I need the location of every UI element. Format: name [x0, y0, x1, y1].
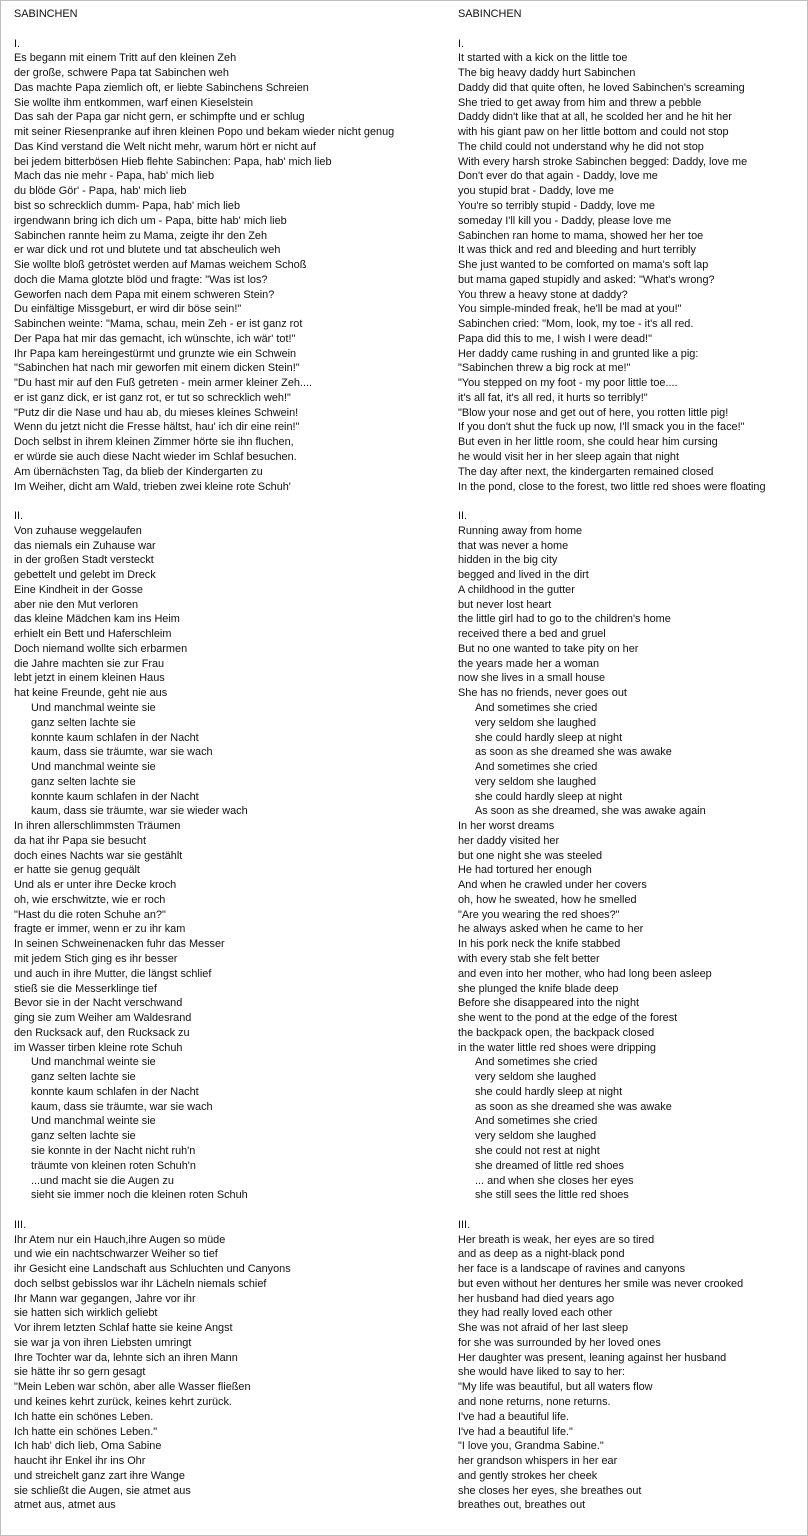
english-verse-line: She tried to get away from him and threw a pebble	[458, 96, 702, 109]
english-title: SABINCHEN	[458, 8, 522, 20]
german-verse-line: Bevor sie in der Nacht verschwand	[14, 997, 183, 1010]
english-verse-line: Sabinchen cried: "Mom, look, my toe - it's all red.	[458, 318, 694, 331]
german-verse-line: Vor ihrem letzten Schlaf hatte sie keine Angst	[14, 1322, 233, 1335]
german-verse-line: er war dick und rot und blutete und tat abscheulich weh	[14, 244, 281, 257]
german-verse-line: sie hätte ihr so gern gesagt	[14, 1366, 146, 1379]
english-verse-line: A childhood in the gutter	[458, 583, 575, 596]
german-verse-line: du blöde Gör' - Papa, hab' mich lieb	[14, 185, 187, 198]
english-verse-line: "Sabinchen threw a big rock at me!"	[458, 362, 631, 375]
german-verse-line: Sabinchen rannte heim zu Mama, zeigte ihr den Zeh	[14, 229, 268, 242]
german-verse-line: aber nie den Mut verloren	[14, 598, 139, 611]
german-stanza	[14, 1218, 444, 1513]
german-verse-line: er ist ganz dick, er ist ganz rot, er tut so schrecklich weh!"	[14, 391, 291, 404]
english-verse-line: her husband had died years ago	[458, 1292, 615, 1305]
german-verse-line: Das machte Papa ziemlich oft, er liebte Sabinchens Schreien	[14, 81, 309, 94]
english-verse-line: she closes her eyes, she breathes out	[458, 1484, 642, 1497]
english-verse-line: the backpack open, the backpack closed	[458, 1026, 655, 1039]
english-verse-line: You're so terribly stupid - Daddy, love me	[458, 199, 655, 212]
english-verse-line: Her daughter was present, leaning against her husband	[458, 1351, 727, 1364]
english-verse-line: And when he crawled under her covers	[458, 879, 647, 892]
german-verse-line: Sabinchen weinte: "Mama, schau, mein Zeh - er ist ganz rot	[14, 318, 303, 331]
german-refrain-line: sieht sie immer noch die kleinen roten Schuh	[31, 1189, 248, 1202]
german-verse-line: Das Kind verstand die Welt nicht mehr, warum hört er nicht auf	[14, 140, 316, 153]
english-verse-line: and none returns, none returns.	[458, 1395, 611, 1408]
german-verse-line: er würde sie auch diese Nacht wieder im Schlaf besuchen.	[14, 450, 297, 463]
german-verse-line: "Hast du die roten Schuhe an?"	[14, 908, 166, 921]
english-verse-line: "You stepped on my foot - my poor little toe....	[458, 377, 678, 390]
german-section-heading: II.	[14, 510, 24, 523]
english-verse-line: I've had a beautiful life."	[458, 1425, 573, 1438]
german-verse-line: und streichelt ganz zart ihre Wange	[14, 1469, 185, 1482]
german-verse-line: In seinen Schweinenacken fuhr das Messer	[14, 938, 225, 951]
english-verse-line: it's all fat, it's all red, it hurts so terribly!"	[458, 391, 648, 404]
english-verse-line: you stupid brat - Daddy, love me	[458, 185, 614, 198]
english-verse-line: "Are you wearing the red shoes?"	[458, 908, 620, 921]
german-refrain-line: ganz selten lachte sie	[31, 1071, 136, 1084]
english-verse-line: and even into her mother, who had long been asleep	[458, 967, 712, 980]
german-refrain-line: Und manchmal weinte sie	[31, 761, 156, 774]
german-verse-line: Ich hab' dich lieb, Oma Sabine	[14, 1440, 162, 1453]
german-verse-line: bei jedem bitterbösen Hieb flehte Sabinchen: Papa, hab' mich lieb	[14, 155, 332, 168]
english-verse-line: her grandson whispers in her ear	[458, 1455, 618, 1468]
english-verse-line: her daddy visited her	[458, 834, 560, 847]
english-verse-line: the years made her a woman	[458, 657, 600, 670]
english-verse-line: with his giant paw on her little bottom and could not stop	[458, 126, 729, 139]
german-verse-line: atmet aus, atmet aus	[14, 1499, 116, 1512]
german-verse-line: und keines kehrt zurück, keines kehrt zurück.	[14, 1395, 232, 1408]
german-verse-line: Doch selbst in ihrem kleinen Zimmer hörte sie ihn fluchen,	[14, 436, 294, 449]
english-text-column	[458, 7, 803, 1528]
english-verse-line: and as deep as a night-black pond	[458, 1248, 625, 1261]
german-verse-line: doch eines Nachts war sie gestählt	[14, 849, 183, 862]
german-refrain-line: ganz selten lachte sie	[31, 716, 136, 729]
german-refrain-line: konnte kaum schlafen in der Nacht	[31, 1085, 199, 1098]
german-verse-line: doch die Mama glotzte blöd und fragte: "Was ist los?	[14, 273, 268, 286]
german-refrain-line: Und manchmal weinte sie	[31, 1115, 156, 1128]
german-verse-line: Geworfen nach dem Papa mit einem schweren Stein?	[14, 288, 275, 301]
german-verse-line: Ihre Tochter war da, lehnte sich an ihren Mann	[14, 1351, 238, 1364]
english-refrain-line: ... and when she closes her eyes	[475, 1174, 634, 1187]
german-verse-line: Der Papa hat mir das gemacht, ich wünschte, ich wär' tot!"	[14, 332, 296, 345]
english-verse-line: "My life was beautiful, but all waters flow	[458, 1381, 653, 1394]
english-stanza	[458, 37, 803, 495]
german-refrain-line: konnte kaum schlafen in der Nacht	[31, 790, 199, 803]
english-verse-line: someday I'll kill you - Daddy, please love me	[458, 214, 672, 227]
german-verse-line: das kleine Mädchen kam ins Heim	[14, 613, 180, 626]
german-stanza	[14, 509, 444, 1203]
german-section-heading: III.	[14, 1218, 27, 1231]
english-verse-line: The day after next, the kindergarten remained closed	[458, 465, 714, 478]
english-refrain-line: as soon as she dreamed she was awake	[475, 746, 672, 759]
german-verse-line: mit seiner Riesenpranke auf ihren kleinen Popo und bekam wieder nicht genug	[14, 126, 395, 139]
german-verse-line: doch selbst gebisslos war ihr Lächeln niemals schief	[14, 1277, 267, 1290]
german-verse-line: Sie wollte bloß getröstet werden auf Mamas weichem Schoß	[14, 259, 307, 272]
german-verse-line: Wenn du jetzt nicht die Fresse hältst, hau' ich dir eine rein!"	[14, 421, 300, 434]
english-verse-line: You simple-minded freak, he'll be mad at you!"	[458, 303, 682, 316]
german-verse-line: er hatte sie genug gequält	[14, 864, 140, 877]
english-verse-line: but never lost heart	[458, 598, 552, 611]
english-verse-line: But even in her little room, she could hear him cursing	[458, 436, 718, 449]
english-verse-line: now she lives in a small house	[458, 672, 606, 685]
german-verse-line: haucht ihr Enkel ihr ins Ohr	[14, 1455, 146, 1468]
german-verse-line: Im Weiher, dicht am Wald, trieben zwei kleine rote Schuh'	[14, 480, 291, 493]
german-verse-line: sie war ja von ihren Liebsten umringt	[14, 1336, 192, 1349]
german-verse-line: Ich hatte ein schönes Leben.	[14, 1410, 154, 1423]
english-verse-line: with every stab she felt better	[458, 953, 600, 966]
english-verse-line: Her breath is weak, her eyes are so tired	[458, 1233, 655, 1246]
english-refrain-line: very seldom she laughed	[475, 1130, 597, 1143]
german-verse-line: gebettelt und gelebt im Dreck	[14, 569, 156, 582]
german-verse-line: irgendwann bring ich dich um - Papa, bitte hab' mich lieb	[14, 214, 287, 227]
german-refrain-line: träumte von kleinen roten Schuh'n	[31, 1159, 196, 1172]
german-verse-line: hat keine Freunde, geht nie aus	[14, 687, 168, 700]
english-verse-line: he would visit her in her sleep again that night	[458, 450, 679, 463]
english-verse-line: With every harsh stroke Sabinchen begged: Daddy, love me	[458, 155, 748, 168]
german-verse-line: in der großen Stadt versteckt	[14, 554, 154, 567]
english-verse-line: her face is a landscape of ravines and canyons	[458, 1263, 686, 1276]
german-verse-line: Es begann mit einem Tritt auf den kleinen Zeh	[14, 52, 237, 65]
german-refrain-line: Und manchmal weinte sie	[31, 1056, 156, 1069]
english-refrain-line: very seldom she laughed	[475, 716, 597, 729]
german-verse-line: stieß sie die Messerklinge tief	[14, 982, 157, 995]
german-verse-line: fragte er immer, wenn er zu ihr kam	[14, 923, 186, 936]
german-verse-line: Am übernächsten Tag, da blieb der Kindergarten zu	[14, 465, 263, 478]
english-verse-line: but mama gaped stupidly and asked: "What's wrong?	[458, 273, 715, 286]
english-refrain-line: As soon as she dreamed, she was awake again	[475, 805, 706, 818]
english-refrain-line: And sometimes she cried	[475, 702, 598, 714]
german-verse-line: Doch niemand wollte sich erbarmen	[14, 642, 188, 655]
english-verse-line: in the water little red shoes were dripping	[458, 1041, 656, 1054]
english-verse-line: It started with a kick on the little toe	[458, 52, 628, 65]
english-verse-line: He had tortured her enough	[458, 864, 592, 877]
english-verse-line: If you don't shut the fuck up now, I'll smack you in the face!"	[458, 421, 745, 434]
german-verse-line: Ich hatte ein schönes Leben."	[14, 1425, 158, 1438]
english-refrain-line: she could not rest at night	[475, 1144, 600, 1157]
english-verse-line: She just wanted to be comforted on mama's soft lap	[458, 259, 709, 272]
german-refrain-line: kaum, dass sie träumte, war sie wach	[31, 1100, 213, 1113]
english-verse-line: In his pork neck the knife stabbed	[458, 938, 621, 951]
english-verse-line: she went to the pond at the edge of the forest	[458, 1012, 678, 1025]
german-verse-line: Ihr Mann war gegangen, Jahre vor ihr	[14, 1292, 196, 1305]
english-refrain-line: And sometimes she cried	[475, 1056, 598, 1069]
english-verse-line: I've had a beautiful life.	[458, 1410, 570, 1423]
german-verse-line: und wie ein nachtschwarzer Weiher so tief	[14, 1248, 218, 1261]
german-verse-line: Eine Kindheit in der Gosse	[14, 583, 143, 596]
german-stanza	[14, 37, 444, 495]
german-verse-line: "Du hast mir auf den Fuß getreten - mein armer kleiner Zeh....	[14, 377, 313, 390]
english-verse-line: that was never a home	[458, 539, 569, 552]
german-verse-line: Sie wollte ihm entkommen, warf einen Kieselstein	[14, 96, 254, 109]
german-verse-line: das niemals ein Zuhause war	[14, 539, 156, 552]
german-text-column	[14, 7, 444, 1528]
english-verse-line: received there a bed and gruel	[458, 628, 606, 641]
english-verse-line: but even without her dentures her smile was never crooked	[458, 1277, 744, 1290]
english-refrain-line: she could hardly sleep at night	[475, 790, 623, 803]
english-verse-line: Daddy didn't like that at all, he scolded her and he hit her	[458, 111, 732, 124]
german-verse-line: Ihr Atem nur ein Hauch,ihre Augen so müde	[14, 1233, 226, 1246]
english-verse-line: The child could not understand why he did not stop	[458, 140, 704, 153]
english-verse-line: begged and lived in the dirt	[458, 569, 589, 582]
german-verse-line: und auch in ihre Mutter, die längst schlief	[14, 967, 212, 980]
german-verse-line: lebt jetzt in einem kleinen Haus	[14, 672, 165, 685]
german-refrain-line: Und manchmal weinte sie	[31, 702, 156, 714]
english-verse-line: hidden in the big city	[458, 554, 558, 567]
english-verse-line: they had really loved each other	[458, 1307, 613, 1320]
english-section-heading: II.	[458, 510, 468, 523]
english-refrain-line: she still sees the little red shoes	[475, 1189, 629, 1202]
german-verse-line: den Rucksack auf, den Rucksack zu	[14, 1026, 190, 1039]
german-verse-line: Und als er unter ihre Decke kroch	[14, 879, 177, 892]
english-refrain-line: And sometimes she cried	[475, 761, 598, 774]
german-verse-line: Von zuhause weggelaufen	[14, 524, 142, 537]
english-refrain-line: very seldom she laughed	[475, 775, 597, 788]
german-verse-line: da hat ihr Papa sie besucht	[14, 834, 146, 847]
english-refrain-line: she could hardly sleep at night	[475, 731, 623, 744]
german-verse-line: erhielt ein Bett und Haferschleim	[14, 628, 172, 641]
german-verse-line: die Jahre machten sie zur Frau	[14, 657, 165, 670]
german-verse-line: "Sabinchen hat nach mir geworfen mit einem dicken Stein!"	[14, 362, 300, 375]
english-verse-line: for she was surrounded by her loved ones	[458, 1336, 661, 1349]
english-verse-line: The big heavy daddy hurt Sabinchen	[458, 67, 636, 80]
german-verse-line: In ihren allerschlimmsten Träumen	[14, 820, 181, 833]
english-verse-line: Before she disappeared into the night	[458, 997, 640, 1010]
english-verse-line: "Blow your nose and get out of here, you rotten little pig!	[458, 406, 729, 419]
english-section-heading: I.	[458, 37, 465, 50]
english-verse-line: and gently strokes her cheek	[458, 1469, 598, 1482]
german-verse-line: im Wasser tirben kleine rote Schuh	[14, 1041, 183, 1054]
english-verse-line: Sabinchen ran home to mama, showed her her toe	[458, 229, 704, 242]
english-verse-line: In her worst dreams	[458, 820, 555, 833]
german-verse-line: oh, wie erschwitzte, wie er roch	[14, 893, 166, 906]
english-refrain-line: as soon as she dreamed she was awake	[475, 1100, 672, 1113]
german-refrain-line: ganz selten lachte sie	[31, 1130, 136, 1143]
english-verse-line: Papa did this to me, I wish I were dead!"	[458, 332, 652, 345]
german-verse-line: ihr Gesicht eine Landschaft aus Schluchten und Canyons	[14, 1263, 291, 1276]
german-verse-line: Das sah der Papa gar nicht gern, er schimpfte und er schlug	[14, 111, 305, 124]
english-section-heading: III.	[458, 1218, 471, 1231]
german-refrain-line: sie konnte in der Nacht nicht ruh'n	[31, 1144, 196, 1157]
english-verse-line: But no one wanted to take pity on her	[458, 642, 639, 655]
english-verse-line: In the pond, close to the forest, two little red shoes were floating	[458, 480, 766, 493]
english-verse-line: she plunged the knife blade deep	[458, 982, 619, 995]
german-verse-line: mit jedem Stich ging es ihr besser	[14, 953, 178, 966]
english-refrain-line: she could hardly sleep at night	[475, 1085, 623, 1098]
english-verse-line: It was thick and red and bleeding and hurt terribly	[458, 244, 696, 257]
english-verse-line: She was not afraid of her last sleep	[458, 1322, 629, 1335]
german-verse-line: "Mein Leben war schön, aber alle Wasser fließen	[14, 1381, 251, 1394]
english-stanza	[458, 509, 803, 1203]
english-refrain-line: And sometimes she cried	[475, 1115, 598, 1128]
german-refrain-line: konnte kaum schlafen in der Nacht	[31, 731, 199, 744]
english-verse-line: oh, how he sweated, how he smelled	[458, 893, 637, 906]
german-verse-line: "Putz dir die Nase und hau ab, du mieses kleines Schwein!	[14, 406, 299, 419]
german-section-heading: I.	[14, 37, 21, 50]
english-verse-line: Daddy did that quite often, he loved Sabinchen's screaming	[458, 81, 745, 94]
english-verse-line: She has no friends, never goes out	[458, 687, 627, 700]
english-verse-line: he always asked when he came to her	[458, 923, 644, 936]
german-verse-line: Mach das nie mehr - Papa, hab' mich lieb	[14, 170, 215, 183]
english-verse-line: You threw a heavy stone at daddy?	[458, 288, 628, 301]
german-refrain-line: ...und macht sie die Augen zu	[31, 1174, 174, 1187]
german-verse-line: sie hatten sich wirklich geliebt	[14, 1307, 158, 1320]
english-refrain-line: she dreamed of little red shoes	[475, 1159, 624, 1172]
german-verse-line: Du einfältige Missgeburt, er wird dir böse sein!"	[14, 303, 242, 316]
english-verse-line: Her daddy came rushing in and grunted like a pig:	[458, 347, 699, 360]
english-verse-line: "I love you, Grandma Sabine."	[458, 1440, 604, 1453]
english-verse-line: Don't ever do that again - Daddy, love me	[458, 170, 658, 183]
english-verse-line: Running away from home	[458, 524, 583, 537]
english-verse-line: the little girl had to go to the children's home	[458, 613, 671, 626]
german-refrain-line: kaum, dass sie träumte, war sie wach	[31, 746, 213, 759]
english-verse-line: but one night she was steeled	[458, 849, 603, 862]
german-verse-line: Ihr Papa kam hereingestürmt und grunzte wie ein Schwein	[14, 347, 297, 360]
english-stanza	[458, 1218, 803, 1513]
english-verse-line: she would have liked to say to her:	[458, 1366, 626, 1379]
german-title: SABINCHEN	[14, 8, 78, 20]
german-verse-line: ging sie zum Weiher am Waldesrand	[14, 1012, 192, 1025]
german-verse-line: der große, schwere Papa tat Sabinchen weh	[14, 67, 229, 80]
english-verse-line: breathes out, breathes out	[458, 1499, 586, 1512]
english-refrain-line: very seldom she laughed	[475, 1071, 597, 1084]
german-verse-line: sie schließt die Augen, sie atmet aus	[14, 1484, 191, 1497]
german-refrain-line: ganz selten lachte sie	[31, 775, 136, 788]
german-verse-line: bist so schrecklich dumm- Papa, hab' mich lieb	[14, 199, 241, 212]
german-refrain-line: kaum, dass sie träumte, war sie wieder wach	[31, 805, 248, 818]
